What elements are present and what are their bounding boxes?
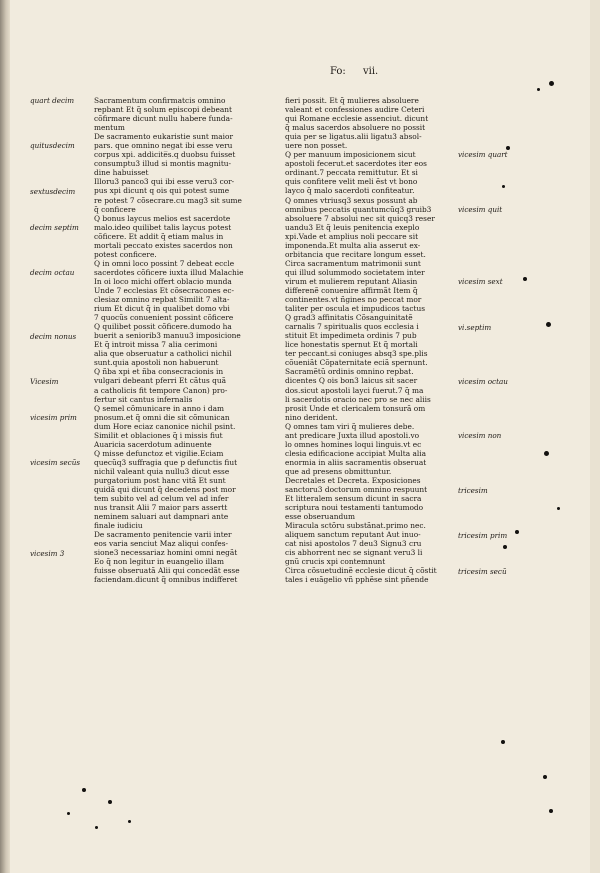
text-line: uere non posset.: [285, 141, 348, 151]
text-line: a catholicis fit tempore Canon) pro-: [94, 385, 228, 395]
text-line: purgatorium post hanc vitã Et sunt: [94, 475, 226, 485]
text-line: re potest 7 cõsecrare.cu mag3 sit sume: [94, 195, 242, 205]
text-line: dum Hore eciaz canonice nichil psint.: [94, 421, 236, 431]
text-line: neminem saluari aut dampnari ante: [94, 512, 229, 522]
wormhole-mark: [549, 809, 553, 813]
text-line: scriptura noui testamenti tantumodo: [285, 503, 424, 513]
text-line: quidã qui dicunt q̃ decedens post mor: [94, 485, 236, 495]
text-line: differenẽ conuenire affirmãt Item q̃: [285, 285, 418, 295]
text-line: cõficere. Et addit q̃ etiam malus in: [94, 231, 224, 241]
text-line: In oi loco michi offert oblacio munda: [94, 276, 232, 286]
text-line: qui illud solummodo societatem inter: [285, 267, 425, 277]
wormhole-mark: [506, 146, 510, 150]
text-line: potest conficere.: [94, 249, 157, 259]
text-line: carnalis 7 spiritualis quos ecclesia i: [285, 322, 419, 332]
wormhole-mark: [95, 826, 98, 829]
text-line: clesiaz omnino repbat Similit 7 alta-: [94, 295, 230, 305]
text-line: mentum: [94, 123, 125, 133]
marginal-note: tricesim: [458, 485, 488, 495]
text-line: quis confitere velit meli ẽst vt bono: [285, 177, 418, 187]
text-line: taliter per oscula et impudicos tactus: [285, 304, 425, 314]
text-line: nichil valeant quia nullu3 dicut esse: [94, 466, 230, 476]
marginal-note: vicesim non: [458, 431, 502, 441]
text-line: qui Romane ecclesie assenciut. dicunt: [285, 114, 429, 124]
text-line: Eo q̃ non legitur in euangelio illam: [94, 557, 224, 567]
marginal-note: vicesim sext: [458, 277, 503, 287]
marginal-note: quart decim: [30, 96, 75, 105]
text-line: lo omnes homines loqui linguis.vt ec: [285, 439, 422, 449]
text-line: corpus xpi. addicite̅s.q duobsu fuisset: [94, 150, 236, 160]
text-line: cis abhorrent nec se signant veru3 li: [285, 548, 423, 558]
marginal-note: decim nonus: [30, 331, 77, 341]
marginal-note: tricesim secũ: [458, 567, 507, 577]
text-line: Q grad3 affinitatis Cõsanguinitatẽ: [285, 313, 413, 323]
wormhole-mark: [108, 800, 112, 804]
text-line: eos varia senciut Maz aliqui confes-: [94, 539, 229, 549]
wormhole-mark: [557, 507, 560, 510]
marginal-note: quitusdecim: [30, 141, 75, 151]
text-line: 7 quocũs conuenient possint cõficere: [94, 313, 234, 323]
text-line: ordinant.7 peccata remittutur. Et si: [285, 168, 418, 178]
marginal-note: vicesim quit: [458, 204, 503, 214]
marginal-note: vicesim secũs: [30, 458, 81, 468]
text-line: Circa cõsuetudinẽ ecclesie dicut q̃ cõstit: [285, 566, 437, 576]
text-line: enormia in aliis sacramentis obseruat: [285, 457, 427, 467]
text-line: Sacramentum confirmatcis omnino: [94, 96, 226, 105]
text-line: pnosum.et q̃ omni die sit cõmunican: [94, 412, 230, 422]
wormhole-mark: [537, 88, 540, 91]
text-line: fieri possit. Et q̃ mulieres absoluere: [285, 96, 419, 105]
text-line: Sacramẽtũ ordinis omnino repbat.: [285, 367, 414, 377]
text-line: stituit Et impedimeta ordinis 7 pub: [285, 331, 417, 341]
text-line: q̃ conficere: [94, 204, 136, 214]
text-line: prosit Unde et clericalem tonsurã om: [285, 403, 426, 413]
text-line: pus xpi dicunt q ois qui potest sume: [94, 186, 230, 196]
text-line: q̃ malus sacerdos absoluere no possit: [285, 123, 426, 133]
text-line: uandu3 Et q̃ leuis penitencia exeplo: [285, 222, 420, 232]
text-line: cat nisi apostolos 7 deu3 Signu3 cru: [285, 539, 422, 549]
text-line: Unde 7 ecclesias Et cõsecracones ec-: [94, 285, 235, 295]
text-line: esse obseruandum: [285, 512, 355, 522]
left-text-column: [94, 96, 272, 585]
text-line: De sacramento penitencie varii inter: [94, 530, 232, 540]
folio-number: vii.: [362, 66, 379, 77]
text-line: mortali peccato existes sacerdos non: [94, 240, 233, 250]
marginal-note: decim septim: [30, 222, 79, 232]
text-line: ter peccant.si coniuges absq3 spe.plis: [285, 349, 428, 359]
text-line: sacerdotes cõficere iuxta illud Malachie: [94, 267, 244, 277]
text-line: cõueniãt Cõpaternitate eciã spernunt.: [285, 358, 428, 368]
text-line: Miracula sctõru substãnat.primo nec.: [285, 521, 426, 531]
text-line: repbant Et q̃ solum episcopi debeant: [94, 105, 233, 115]
wormhole-mark: [82, 788, 86, 792]
text-line: dicentes Q ois bon3 laicus sit sacer: [285, 376, 418, 386]
marginal-note: decim octau: [30, 268, 75, 278]
text-line: rium Et dicut q̃ in qualibet domo vbi: [94, 304, 230, 314]
text-line: Et litteralem sensum dicunt in sacra: [285, 494, 422, 504]
marginal-note: sextusdecim: [30, 186, 76, 196]
folio-header: [330, 66, 378, 77]
text-line: buerit a seniorib3 manuu3 imposicione: [94, 331, 241, 341]
text-line: que ad presens obmittuntur.: [285, 466, 392, 476]
text-line: Q bonus laycus melios est sacerdote: [94, 213, 231, 223]
text-line: Illoru3 panco3 qui ibi esse veru3 cor-: [94, 177, 235, 187]
right-text-column: [285, 96, 457, 585]
text-line: nino derident.: [285, 412, 338, 422]
text-line: layco q̃ malo sacerdoti confiteatur.: [285, 186, 415, 196]
wormhole-mark: [515, 530, 519, 534]
marginal-note: vicesim prim: [30, 413, 77, 423]
text-line: fertur sit cantus infernalis: [94, 394, 193, 404]
marginal-note: vicesim quart: [458, 150, 508, 160]
text-line: alia que obseruatur a catholici nichil: [94, 349, 232, 359]
text-line: Q omnes tam viri q̃ mulieres debe.: [285, 421, 415, 431]
marginal-note: vi.septim: [458, 322, 492, 332]
wormhole-mark: [543, 775, 547, 779]
marginal-note: Vicesim: [30, 376, 59, 386]
text-line: pars. que omnino negat ibi esse veru: [94, 141, 233, 151]
text-line: sione3 necessariaz homini omni negãt: [94, 548, 238, 558]
text-line: orbitancia que recitare longum esset.: [285, 249, 426, 259]
text-line: Similit et oblaciones q̃ i missis fiut: [94, 430, 223, 440]
wormhole-mark: [544, 451, 549, 456]
text-line: vulgari debeant pferri Et cãtus quã: [94, 376, 227, 386]
text-line: Et q̃ introit missa 7 alia cerimoni: [94, 340, 218, 350]
binding-gutter: [0, 0, 10, 873]
wormhole-mark: [501, 740, 505, 744]
text-line: faciendam.dicunt q̃ omnibus indifferet: [94, 575, 238, 585]
text-line: dos.sicut apostoli layci fuerut.7 q̃ ma: [285, 385, 424, 395]
text-line: Q semel cõmunicare in anno i dam: [94, 403, 225, 413]
text-line: Q quilibet possit cõficere.dumodo ha: [94, 322, 232, 332]
text-line: sunt.quia apostoli non habuerunt: [94, 358, 219, 368]
wormhole-mark: [549, 81, 554, 86]
text-line: Q in omni loco possint 7 debeat eccle: [94, 258, 235, 268]
text-line: quia per se ligatus.alii ligatu3 absol-: [285, 132, 422, 142]
text-line: fuisse obseruatã Alii qui concedãt esse: [94, 566, 240, 576]
text-line: Circa sacramentum matrimonii sunt: [285, 258, 421, 268]
wormhole-mark: [523, 277, 527, 281]
page-edge: [590, 0, 600, 873]
wormhole-mark: [546, 322, 551, 327]
marginal-note: vicesim octau: [458, 376, 508, 386]
text-line: li sacerdotis oracio nec pro se nec aliis: [285, 394, 431, 404]
text-line: De sacramento eukaristie sunt maior: [94, 132, 233, 142]
text-line: gnũ crucis xpi contemnunt: [285, 557, 386, 567]
wormhole-mark: [128, 820, 131, 823]
folio-label: Fo:: [330, 66, 346, 77]
text-line: Q omnes vtriusq3 sexus possunt ab: [285, 195, 418, 205]
text-line: malo.ideo quilibet talis laycus potest: [94, 222, 232, 232]
text-line: Auaricia sacerdotum adinuente: [94, 439, 212, 449]
wormhole-mark: [502, 185, 505, 188]
text-line: consumptu3 illud si montis magnitu-: [94, 159, 232, 169]
text-line: xpi.Vade et amplius noli peccare sit: [285, 231, 419, 241]
text-line: clesia edificacione accipiat Multa alia: [285, 448, 426, 458]
text-line: imponenda.Et multa alia asserut ex-: [285, 240, 421, 250]
text-line: tales i euãgelio vñ pphẽse sint pñende: [285, 575, 429, 585]
text-line: Decretales et Decreta. Exposiciones: [285, 475, 421, 485]
wormhole-mark: [67, 812, 70, 815]
text-line: valeant et confessiones audire Ceteri: [285, 105, 425, 115]
text-line: omnibus peccatis quantumcũq3 gruib3: [285, 204, 432, 214]
text-line: aliquem sanctum reputant Aut inuo-: [285, 530, 421, 540]
text-line: apostoli fecerut.et sacerdotes iter eos: [285, 159, 427, 169]
text-line: ant predicare Juxta illud apostoli.vo: [285, 430, 420, 440]
text-line: Q ñba xpi et ñba consecracionis in: [94, 367, 224, 377]
text-line: Q misse defunctoz et vigilie.Eciam: [94, 448, 224, 458]
text-line: quecũq3 suffragia que p defunctis fiut: [94, 457, 238, 467]
text-line: lice honestatis spernut Et q̃ mortali: [285, 340, 418, 350]
text-line: sanctoru3 doctorum omnino respuunt: [285, 485, 428, 495]
marginal-note: vicesim 3: [30, 549, 65, 558]
marginal-note: tricesim prim: [458, 530, 508, 540]
wormhole-mark: [503, 545, 507, 549]
text-line: absoluere 7 absolui nec sit quicq3 reser: [285, 213, 435, 223]
text-line: nus transit Alii 7 maior pars assertt: [94, 503, 228, 513]
text-line: virum et mulierem reputant Aliasin: [285, 276, 418, 286]
text-line: dine habuisset: [94, 168, 149, 178]
text-line: tem subito vel ad celum vel ad infer: [94, 494, 229, 504]
text-line: finale iudiciu: [94, 521, 143, 531]
text-line: cõfirmare dicunt nullu habere funda-: [94, 114, 233, 124]
text-line: continentes.vt ñgines no peccat mor: [285, 295, 422, 305]
text-line: Q per manuum imposicionem sicut: [285, 150, 416, 160]
